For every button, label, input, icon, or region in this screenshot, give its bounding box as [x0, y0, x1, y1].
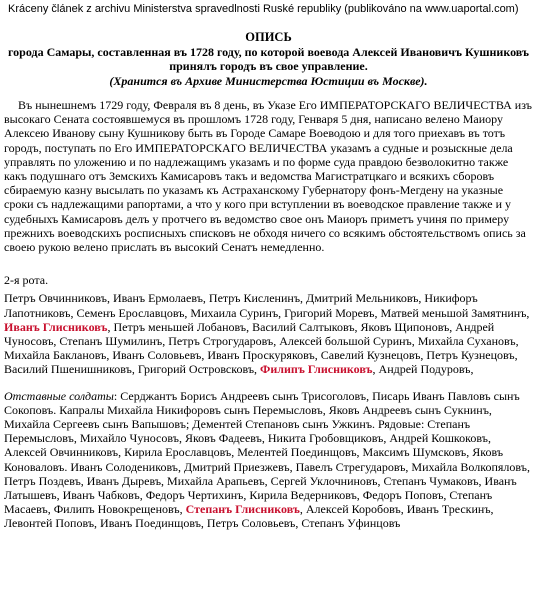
- title-block: [4, 30, 533, 88]
- retired-soldiers-label: Отставные солдаты: [4, 388, 114, 403]
- storage-note: (Хранится въ Архиве Министерства Юстиции въ Москве).: [109, 73, 428, 88]
- retired-soldiers-paragraph: [4, 389, 533, 531]
- rota-names-text: , Андрей Подуровъ,: [372, 362, 474, 377]
- source-note: Kráceny článek z archivu Ministerstva spravedlnosti Ruské republiky (publikováno na www.uaportal.com): [8, 3, 519, 15]
- retired-soldiers-text: , Алексей Коробовъ, Иванъ Трескинъ, Левонтей Поповъ, Иванъ Поединщовъ, Петръ Соловьевъ, Степанъ Уфинцовъ: [4, 502, 494, 531]
- document-subtitle: города Самары, составленная въ 1728 году, по которой воевода Алексей Ивановичъ Кушниковъ принялъ городъ въ свое управление.: [8, 44, 529, 73]
- rota-names-paragraph: [4, 291, 533, 376]
- highlighted-name: Степанъ Глисниковъ: [185, 502, 300, 517]
- highlighted-name: Иванъ Глисниковъ: [4, 319, 108, 334]
- retired-soldiers-text: : Серджантъ Борисъ Андреевъ сынъ Трисоголовъ, Писарь Иванъ Павловъ сынъ Сокоповъ. Капралы Михайла Никифоровъ сынъ Перемысловъ, Яковъ Андреевъ сынъ Сукнинъ, Михайла Сергеевъ сынъ Вапышовъ; Дементей Степановъ сынъ Ужкинъ. Рядовые: Степанъ Перемысловъ, Михайло Чуносовъ, Яковъ Фадеевъ, Никита Гробовщиковъ, Андрей Кошкоковъ, Алексей Овчинниковъ, Кирила Ерославцовъ, Мелентей Поединщовъ, Максимъ Шумсковъ, Яковъ Коноваловъ. Иванъ Солодениковъ, Дмитрий Приезжевъ, Павелъ Стрегударовъ, Михайла Волкопяловъ, Петръ Поздевъ, Иванъ Дыревъ, Михайла Арапьевъ, Сергей Уклочниновъ, Степанъ Чумаковъ, Иванъ Латышевъ, Иванъ Чабковъ, Федоръ Чертихинъ, Кирила Ведерниковъ, Федоръ Поповъ, Степанъ Масаевъ, Филипъ Новокрещеновъ,: [4, 388, 530, 517]
- rota-names-text: Петръ Овчинниковъ, Иванъ Ермолаевъ, Петръ Кисленинъ, Дмитрий Мельниковъ, Никифоръ Лапотниковъ, Семенъ Ерославцовъ, Михаила Суринъ, Григорий Моревъ, Матвей меньшой Замятнинъ,: [4, 291, 530, 320]
- document-title: ОПИСЬ: [245, 30, 292, 44]
- intro-paragraph: Въ нынешнемъ 1729 году, Февраля въ 8 день, въ Указе Его ИМПЕРАТОРСКАГО ВЕЛИЧЕСТВА изъ высокаго Сената состоявшемуся въ прошломъ 1728 году, Генваря 5 дня, написано велено Маиору Алексею Иванову сыну Кушникову быть въ Городе Самаре Воеводою и для того приехавъ въ тотъ городъ, поступать по Его ИМПЕРАТОРСКАГО ВЕЛИЧЕСТВА указамъ а судные и розыскные дела управлять по уложению и по надлежащимъ указамъ и по форме суда правдою безволокитно также какъ подушнаго отъ Земскихъ Камисаровъ такъ и ведомства Магистратцкаго и всякихъ сборовъ сбираемую казну высылать по указамъ къ Астраханскому Губернатору фонъ-Мегдену на указные сроки съ надлежащими рапортами, а что у кого при вступлении въ воеводское правление также и у судебныхъ Камисаровъ делъ у протчего въ ведомство свое онъ Маиоръ приметъ учиня по примеру прежнихъ воеводскихъ росписныхъ списковъ не обходя ничего со всякимъ обстоятельствомъ опись за своею рукою велено прислать въ высокий Сенатъ немедленно.: [4, 98, 532, 255]
- rota-names-text: , Петръ меньшей Лобановъ, Василий Салтыковъ, Яковъ Щипоновъ, Андрей Чуносовъ, Степанъ Шумилинъ, Петръ Строгударовъ, Алексей большой Суринъ, Михайла Сухановъ, Михайла Баклановъ, Иванъ Соловьевъ, Иванъ Проскуряковъ, Савелий Кузнецовъ, Петръ Кузнецовъ, Василий Пшенишниковъ, Григорий Островсковъ,: [4, 319, 519, 377]
- rota-heading: 2-я рота.: [4, 273, 49, 288]
- highlighted-name: Филипъ Глисниковъ: [260, 362, 373, 377]
